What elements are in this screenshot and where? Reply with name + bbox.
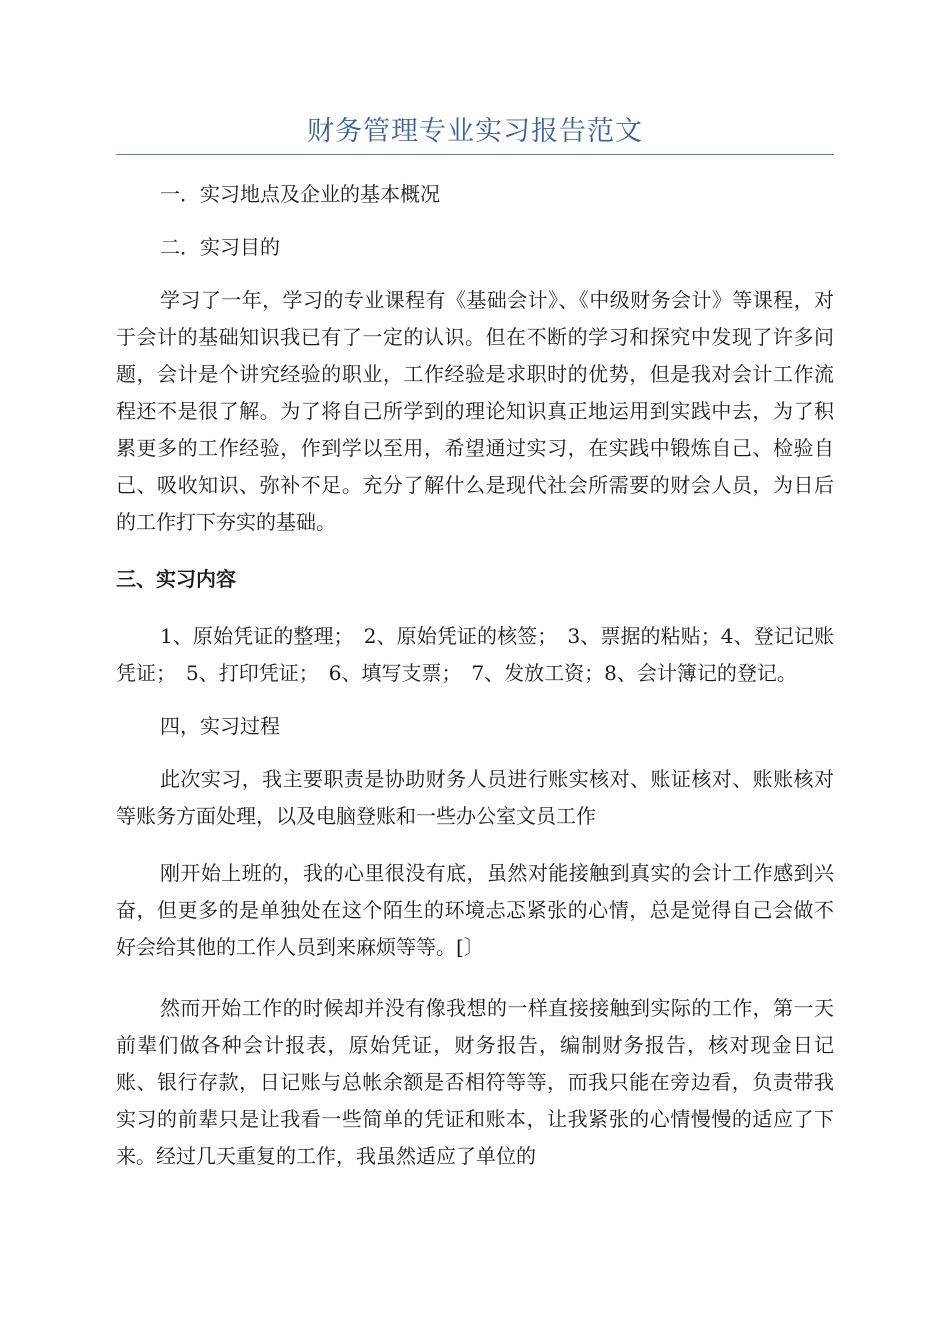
- section-2-paragraph: 学习了一年，学习的专业课程有《基础会计》、《中级财务会计》等课程，对于会计的基础知识我已有了一定的认识。但在不断的学习和探究中发现了许多问题，会计是个讲究经验的职业，工作经验是求职时的优势，但是我对会计工作流程还不是很了解。为了将自己所学到的理论知识真正地运用到实践中去，为了积累更多的工作经验，作到学以至用，希望通过实习，在实践中锻炼自己、检验自己、吸收知识、弥补不足。充分了解什么是现代社会所需要的财会人员，为日后的工作打下夯实的基础。: [116, 288, 834, 534]
- section-4-paragraph-1: 此次实习，我主要职责是协助财务人员进行账实核对、账证核对、账账核对等账务方面处理，以及电脑登账和一些办公室文员工作: [116, 767, 834, 828]
- title-underline: [116, 154, 834, 155]
- document-body: [116, 176, 834, 1175]
- section-3-items: 1、原始凭证的整理； 2、原始凭证的核签； 3、票据的粘贴；4、登记记账凭证； 5、打印凭证； 6、填写支票； 7、发放工资；8、会计簿记的登记。: [116, 624, 834, 685]
- section-4-heading: 四，实习过程: [160, 714, 280, 738]
- section-2-heading: 二．实习目的: [160, 235, 280, 259]
- document-title: 财务管理专业实习报告范文: [307, 116, 643, 147]
- section-4-paragraph-2: 刚开始上班的，我的心里很没有底，虽然对能接触到真实的会计工作感到兴奋，但更多的是单独处在这个陌生的环境忐忑紧张的心情，总是觉得自己会做不好会给其他的工作人员到来麻烦等等。[〕: [116, 861, 834, 959]
- section-3-heading: 三、实习内容: [116, 567, 236, 591]
- section-4-paragraph-3: 然而开始工作的时候却并没有像我想的一样直接接触到实际的工作，第一天前辈们做各种会计报表，原始凭证，财务报告，编制财务报告，核对现金日记账、银行存款，日记账与总帐余额是否相符等等，而我只能在旁边看，负责带我实习的前辈只是让我看一些简单的凭证和账本，让我紧张的心情慢慢的适应了下来。经过几天重复的工作，我虽然适应了单位的: [116, 996, 834, 1168]
- section-1-heading: 一．实习地点及企业的基本概况: [160, 182, 440, 206]
